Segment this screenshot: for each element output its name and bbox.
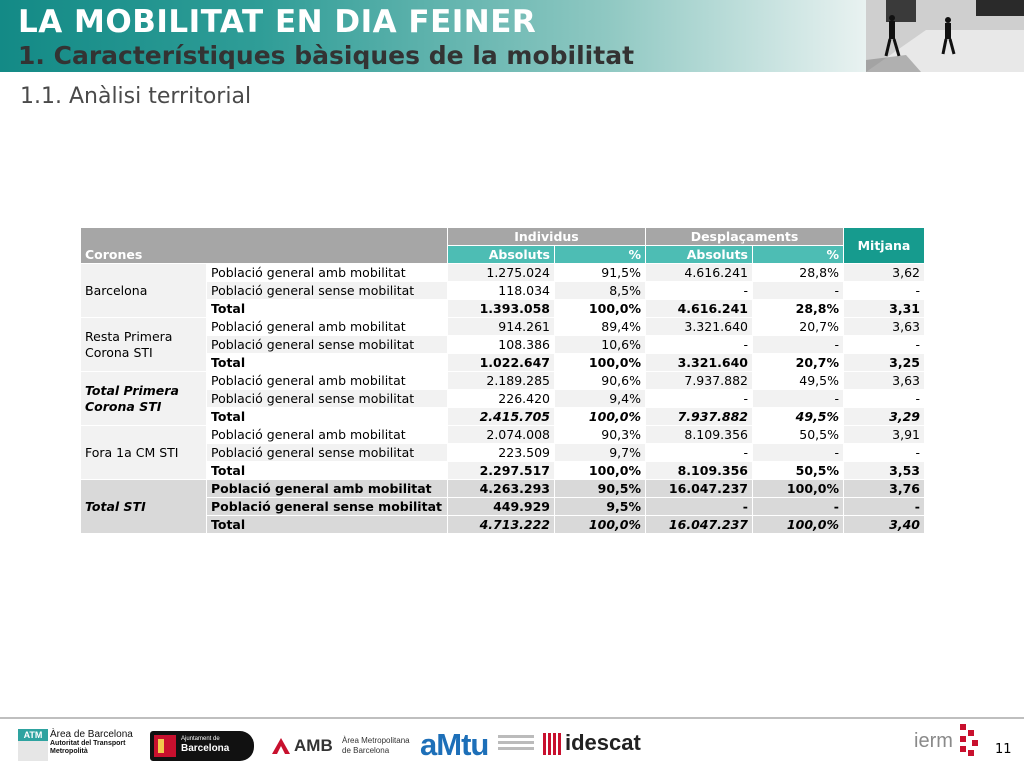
ajuntament-logo: Ajuntament de Barcelona xyxy=(150,731,254,761)
header-ind-absoluts: Absoluts xyxy=(448,246,555,264)
cell: - xyxy=(844,390,925,408)
row-label: Total xyxy=(207,300,448,318)
cell: 3,29 xyxy=(844,408,925,426)
cell: 16.047.237 xyxy=(646,480,753,498)
cell: 3,62 xyxy=(844,264,925,282)
page-number: 11 xyxy=(995,742,1012,757)
atm-logo: ATM Àrea de Barcelona Autoritat del Transport Metropolità xyxy=(18,729,133,761)
cell: 100,0% xyxy=(555,516,646,534)
cell: 7.937.882 xyxy=(646,408,753,426)
cell: 90,5% xyxy=(555,480,646,498)
mobility-table xyxy=(80,227,925,534)
cell: - xyxy=(646,336,753,354)
cell: 9,5% xyxy=(555,498,646,516)
cell: 100,0% xyxy=(555,300,646,318)
table-row xyxy=(81,426,925,444)
row-label: Població general sense mobilitat xyxy=(207,282,448,300)
header-corones: Corones xyxy=(81,228,448,264)
cell: 8,5% xyxy=(555,282,646,300)
group-label: Barcelona xyxy=(81,264,207,318)
section-heading: 1.1. Anàlisi territorial xyxy=(20,84,252,109)
table-row xyxy=(81,408,925,426)
cell: 50,5% xyxy=(753,462,844,480)
cell: 1.275.024 xyxy=(448,264,555,282)
amtu-logo: aMtu xyxy=(420,727,538,763)
row-label: Població general sense mobilitat xyxy=(207,444,448,462)
table-row xyxy=(81,516,925,534)
cell: 49,5% xyxy=(753,372,844,390)
row-label: Població general amb mobilitat xyxy=(207,426,448,444)
cell: 50,5% xyxy=(753,426,844,444)
cell: 4.713.222 xyxy=(448,516,555,534)
cell: 449.929 xyxy=(448,498,555,516)
table-row xyxy=(81,480,925,498)
cell: 28,8% xyxy=(753,264,844,282)
header-individus: Individus xyxy=(448,228,646,246)
cell: 3,31 xyxy=(844,300,925,318)
amb-logo: AMB Àrea Metropolitana de Barcelona xyxy=(272,734,404,760)
row-label: Total xyxy=(207,408,448,426)
cell: 1.393.058 xyxy=(448,300,555,318)
table-row xyxy=(81,264,925,282)
header-photo xyxy=(866,0,1024,72)
cell: 226.420 xyxy=(448,390,555,408)
row-label: Total xyxy=(207,354,448,372)
cell: - xyxy=(844,498,925,516)
cell: 100,0% xyxy=(753,516,844,534)
cell: 2.074.008 xyxy=(448,426,555,444)
cell: - xyxy=(753,444,844,462)
header-ind-pct: % xyxy=(555,246,646,264)
row-label: Població general sense mobilitat xyxy=(207,498,448,516)
cell: 20,7% xyxy=(753,354,844,372)
cell: 3,25 xyxy=(844,354,925,372)
table-row xyxy=(81,390,925,408)
cell: 7.937.882 xyxy=(646,372,753,390)
cell: - xyxy=(646,390,753,408)
cell: 89,4% xyxy=(555,318,646,336)
header-mitjana: Mitjana xyxy=(844,228,925,264)
cell: - xyxy=(753,282,844,300)
cell: 118.034 xyxy=(448,282,555,300)
cell: 3.321.640 xyxy=(646,318,753,336)
iermb-logo: ierm xyxy=(914,722,984,760)
cell: 2.415.705 xyxy=(448,408,555,426)
header-desplacaments: Desplaçaments xyxy=(646,228,844,246)
cell: - xyxy=(844,282,925,300)
row-label: Total xyxy=(207,516,448,534)
cell: 223.509 xyxy=(448,444,555,462)
header-des-pct: % xyxy=(753,246,844,264)
table-row xyxy=(81,336,925,354)
row-label: Població general amb mobilitat xyxy=(207,372,448,390)
table-row xyxy=(81,444,925,462)
table-row xyxy=(81,498,925,516)
cell: 16.047.237 xyxy=(646,516,753,534)
cell: 8.109.356 xyxy=(646,426,753,444)
cell: 49,5% xyxy=(753,408,844,426)
cell: 1.022.647 xyxy=(448,354,555,372)
cell: 28,8% xyxy=(753,300,844,318)
cell: 3,91 xyxy=(844,426,925,444)
cell: 9,7% xyxy=(555,444,646,462)
cell: - xyxy=(753,336,844,354)
cell: 3,40 xyxy=(844,516,925,534)
row-label: Població general amb mobilitat xyxy=(207,480,448,498)
cell: 3,63 xyxy=(844,318,925,336)
cell: - xyxy=(753,498,844,516)
cell: 8.109.356 xyxy=(646,462,753,480)
cell: 3,76 xyxy=(844,480,925,498)
page-subtitle: 1. Característiques bàsiques de la mobilitat xyxy=(18,41,635,70)
cell: 914.261 xyxy=(448,318,555,336)
page-title: LA MOBILITAT EN DIA FEINER xyxy=(18,4,537,40)
table-row xyxy=(81,462,925,480)
cell: - xyxy=(844,444,925,462)
cell: - xyxy=(753,390,844,408)
group-label: Total Primera Corona STI xyxy=(81,372,207,426)
cell: 90,6% xyxy=(555,372,646,390)
row-label: Total xyxy=(207,462,448,480)
cell: - xyxy=(646,498,753,516)
cell: 4.616.241 xyxy=(646,264,753,282)
cell: 10,6% xyxy=(555,336,646,354)
table-row xyxy=(81,318,925,336)
cell: 3,53 xyxy=(844,462,925,480)
cell: 100,0% xyxy=(753,480,844,498)
table-row xyxy=(81,282,925,300)
cell: 108.386 xyxy=(448,336,555,354)
cell: 2.297.517 xyxy=(448,462,555,480)
cell: 100,0% xyxy=(555,354,646,372)
table-row xyxy=(81,300,925,318)
header-des-absoluts: Absoluts xyxy=(646,246,753,264)
cell: 91,5% xyxy=(555,264,646,282)
group-label: Total STI xyxy=(81,480,207,534)
table-row xyxy=(81,372,925,390)
cell: 3.321.640 xyxy=(646,354,753,372)
cell: 2.189.285 xyxy=(448,372,555,390)
cell: - xyxy=(646,282,753,300)
cell: 20,7% xyxy=(753,318,844,336)
row-label: Població general sense mobilitat xyxy=(207,336,448,354)
cell: 4.616.241 xyxy=(646,300,753,318)
idescat-logo: idescat xyxy=(543,730,651,760)
cell: 100,0% xyxy=(555,462,646,480)
row-label: Població general amb mobilitat xyxy=(207,264,448,282)
cell: 4.263.293 xyxy=(448,480,555,498)
cell: 3,63 xyxy=(844,372,925,390)
group-label: Resta Primera Corona STI xyxy=(81,318,207,372)
cell: 100,0% xyxy=(555,408,646,426)
cell: 9,4% xyxy=(555,390,646,408)
row-label: Població general sense mobilitat xyxy=(207,390,448,408)
cell: - xyxy=(844,336,925,354)
cell: 90,3% xyxy=(555,426,646,444)
group-label: Fora 1a CM STI xyxy=(81,426,207,480)
table-row xyxy=(81,354,925,372)
footer-divider xyxy=(0,717,1024,719)
cell: - xyxy=(646,444,753,462)
row-label: Població general amb mobilitat xyxy=(207,318,448,336)
